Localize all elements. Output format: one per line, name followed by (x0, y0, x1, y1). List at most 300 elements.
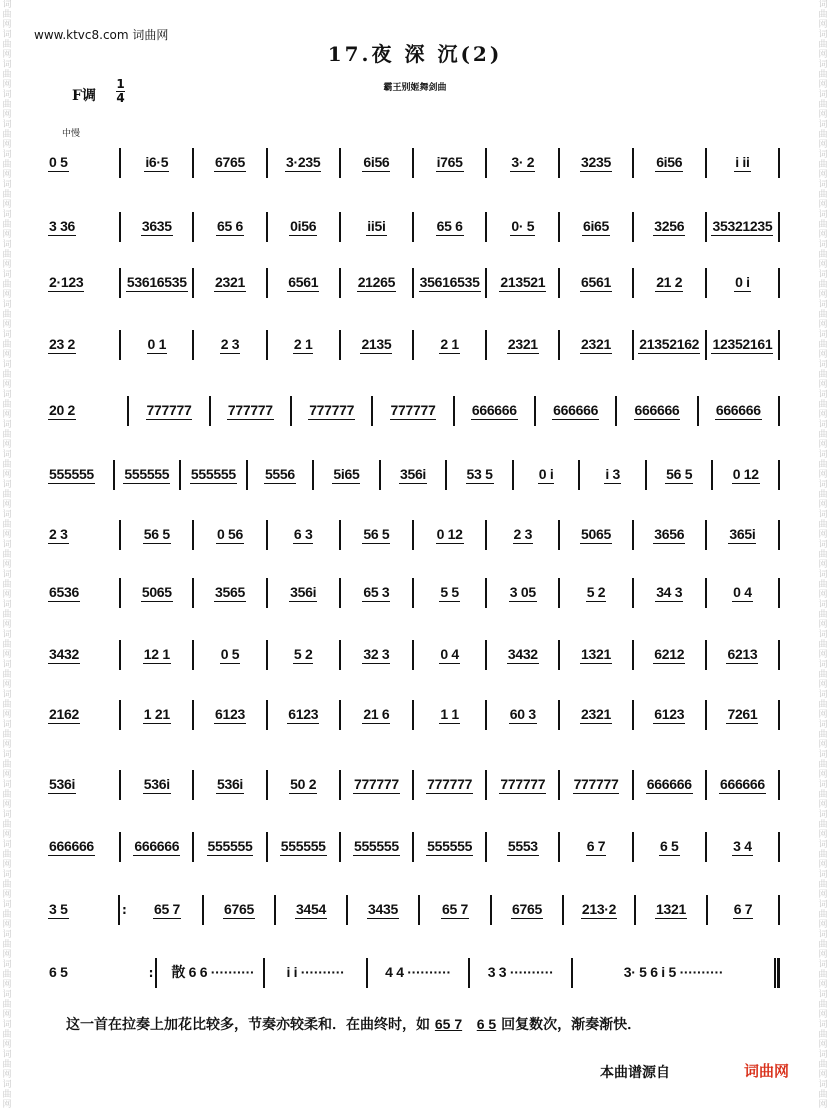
watermark-char: 曲 (818, 790, 828, 800)
measure (341, 585, 412, 602)
measure-notes: 0i56 (290, 217, 317, 234)
watermark-char: 词 (818, 0, 828, 10)
measure (617, 403, 696, 420)
score-line (44, 832, 780, 862)
watermark-char: 词 (2, 630, 12, 640)
score-subtitle: 霸王别姬舞剑曲 (383, 83, 447, 93)
measure (194, 585, 265, 602)
watermark-char: 词 (2, 660, 12, 670)
watermark-char: 曲 (2, 370, 12, 380)
watermark-char: 曲 (818, 160, 828, 170)
measure-notes: 6 5 (659, 837, 679, 854)
watermark-char: 网 (2, 650, 12, 660)
measure-notes: 6213 (727, 645, 758, 662)
score-line (44, 148, 780, 178)
measure-notes: 666666 (471, 401, 517, 418)
watermark-char: 曲 (2, 70, 12, 80)
measure (560, 155, 631, 172)
score-line (44, 700, 780, 730)
measure (487, 527, 558, 544)
watermark-char: 曲 (2, 430, 12, 440)
measure (194, 647, 265, 664)
measure (647, 467, 712, 484)
measure (707, 219, 778, 236)
measure (707, 275, 778, 292)
measure (634, 777, 705, 794)
watermark-char: 词 (818, 870, 828, 880)
measure-notes: 1 1 (440, 705, 459, 722)
measure (414, 219, 485, 236)
measure (194, 155, 265, 172)
measure-notes: 777777 (573, 775, 619, 792)
watermark-char: 曲 (818, 130, 828, 140)
watermark-char: 词 (818, 990, 828, 1000)
watermark-char: 曲 (818, 100, 828, 110)
measure (699, 403, 778, 420)
performance-note (66, 1014, 641, 1034)
watermark-char: 曲 (2, 910, 12, 920)
watermark-char: 网 (818, 410, 828, 420)
watermark-char: 词 (818, 540, 828, 550)
measure (487, 337, 558, 354)
measure (420, 902, 490, 919)
measure (560, 585, 631, 602)
measure (194, 337, 265, 354)
repeat-end-barline: : (149, 958, 163, 988)
measure (44, 527, 119, 544)
measure-notes: 555555 (427, 837, 473, 854)
measure-notes: 666666 (646, 775, 692, 792)
score-title: 17.夜 深 沉(2) (327, 42, 503, 66)
watermark-char: 网 (2, 860, 12, 870)
watermark-char: 网 (2, 440, 12, 450)
watermark-char: 曲 (2, 250, 12, 260)
measure (560, 527, 631, 544)
score-line (44, 958, 780, 988)
measure-notes: 7261 (727, 705, 758, 722)
measure-notes: 56 5 (666, 465, 693, 482)
measure-notes: 6123 (215, 705, 245, 722)
measure (44, 275, 119, 292)
measure-notes: 5 2 (586, 583, 606, 600)
measure (194, 839, 265, 856)
measure-notes: 666666 (634, 401, 680, 418)
measure-notes: 6123 (654, 705, 685, 722)
key-signature: F调 (72, 88, 96, 104)
measure (634, 647, 705, 664)
watermark-char: 曲 (818, 580, 828, 590)
measure-notes: 2 1 (440, 335, 459, 352)
watermark-char: 网 (2, 680, 12, 690)
watermark-char: 网 (818, 110, 828, 120)
watermark-char: 词 (818, 570, 828, 580)
measure-notes: i ii (735, 153, 750, 170)
watermark-char: 曲 (2, 460, 12, 470)
watermark-char: 词 (818, 210, 828, 220)
watermark-char: 词 (818, 750, 828, 760)
watermark-char: 词 (2, 90, 12, 100)
watermark-char: 词 (2, 600, 12, 610)
watermark-char: 网 (818, 860, 828, 870)
measure (564, 902, 634, 919)
site-logo[interactable]: 词曲网 (744, 1062, 790, 1080)
measure-notes: 53 5 (466, 465, 493, 482)
site-url[interactable]: www.ktvc8.com 词曲网 (34, 28, 169, 42)
measure (44, 337, 119, 354)
measure (455, 403, 534, 420)
watermark-char: 曲 (818, 640, 828, 650)
watermark-char: 词 (2, 360, 12, 370)
watermark-char: 网 (2, 980, 12, 990)
watermark-char: 网 (2, 710, 12, 720)
watermark-char: 网 (2, 320, 12, 330)
watermark-char: 词 (2, 390, 12, 400)
watermark-char: 网 (818, 890, 828, 900)
measure (368, 965, 469, 981)
measure (487, 585, 558, 602)
measure (163, 965, 264, 981)
measure (414, 155, 485, 172)
watermark-char: 词 (2, 120, 12, 130)
watermark-char: 网 (818, 950, 828, 960)
watermark-char: 网 (2, 470, 12, 480)
measure (194, 527, 265, 544)
measure (707, 647, 778, 664)
measure (129, 403, 208, 420)
watermark-char: 曲 (818, 520, 828, 530)
watermark-char: 词 (818, 1050, 828, 1060)
watermark-char: 网 (2, 50, 12, 60)
measure-notes: 12 1 (143, 645, 170, 662)
watermark-char: 网 (2, 500, 12, 510)
watermark-char: 词 (2, 450, 12, 460)
watermark-char: 词 (818, 120, 828, 130)
measure (341, 527, 412, 544)
measure-notes: 6765 (224, 900, 254, 917)
watermark-char: 网 (2, 350, 12, 360)
watermark-char: 网 (818, 350, 828, 360)
measure-notes: 555555 (207, 837, 253, 854)
score-line (44, 330, 780, 360)
measure (636, 902, 706, 919)
watermark-char: 网 (818, 1010, 828, 1020)
measure (204, 902, 274, 919)
watermark-char: 曲 (2, 700, 12, 710)
watermark-char: 曲 (2, 160, 12, 170)
watermark-char: 曲 (818, 730, 828, 740)
watermark-char: 曲 (818, 190, 828, 200)
measure-notes: 21 2 (656, 273, 683, 290)
watermark-char: 曲 (818, 850, 828, 860)
watermark-char: 曲 (818, 550, 828, 560)
measure-notes: 6 5 (49, 964, 68, 980)
time-signature (116, 78, 125, 105)
watermark-char: 词 (818, 780, 828, 790)
measure-notes: i 3 (605, 465, 620, 482)
watermark-char: 曲 (2, 220, 12, 230)
watermark-char: 网 (818, 500, 828, 510)
watermark-char: 词 (818, 630, 828, 640)
measure-notes: 0 i (735, 273, 750, 290)
measure (121, 275, 192, 292)
barline (778, 770, 780, 800)
measure (211, 403, 290, 420)
measure-notes: 536i (216, 775, 244, 792)
watermark-char: 词 (2, 1020, 12, 1030)
watermark-char: 词 (2, 480, 12, 490)
watermark-char: 网 (818, 230, 828, 240)
watermark-char: 网 (2, 800, 12, 810)
measure-notes: 777777 (353, 775, 399, 792)
measure (341, 275, 412, 292)
measure-notes: 20 2 (49, 401, 76, 418)
watermark-char: 网 (818, 170, 828, 180)
watermark-char: 词 (2, 240, 12, 250)
measure (268, 647, 339, 664)
watermark-char: 词 (2, 0, 12, 10)
measure-notes: 555555 (190, 465, 236, 482)
measure-notes: 35616535 (419, 273, 480, 290)
watermark-char: 词 (2, 780, 12, 790)
score-line (44, 640, 780, 670)
watermark-char: 网 (818, 830, 828, 840)
watermark-char: 曲 (2, 40, 12, 50)
watermark-char: 曲 (818, 1000, 828, 1010)
measure-notes: 666666 (134, 837, 180, 854)
watermark-char: 曲 (818, 220, 828, 230)
measure-notes: 1321 (581, 645, 611, 662)
watermark-char: 词 (2, 210, 12, 220)
measure-notes: 0 5 (220, 645, 240, 662)
watermark-char: 曲 (2, 790, 12, 800)
watermark-char: 网 (2, 260, 12, 270)
measure-notes: 0 56 (216, 525, 244, 542)
measure (121, 647, 192, 664)
watermark-char: 网 (2, 530, 12, 540)
measure (634, 155, 705, 172)
watermark-char: 网 (2, 140, 12, 150)
measure (634, 707, 705, 724)
measure (707, 337, 778, 354)
watermark-char: 曲 (2, 340, 12, 350)
watermark-char: 词 (2, 180, 12, 190)
measure (44, 839, 119, 856)
measure (560, 839, 631, 856)
watermark-char: 词 (2, 30, 12, 40)
measure-notes: 21 6 (363, 705, 390, 722)
score-line (44, 460, 780, 490)
measure-notes: 65 3 (363, 583, 390, 600)
measure (487, 839, 558, 856)
watermark-char: 词 (818, 690, 828, 700)
measure (707, 839, 778, 856)
measure-notes: 213521 (500, 273, 546, 290)
watermark-char: 网 (2, 290, 12, 300)
measure-notes: 34 3 (656, 583, 683, 600)
measure-notes: 2321 (581, 705, 611, 722)
measure-notes: 6561 (288, 273, 319, 290)
measure-notes: 356i (290, 583, 317, 600)
barline (778, 895, 780, 925)
watermark-char: 词 (2, 540, 12, 550)
measure-notes: 5i65 (333, 465, 360, 482)
measure-notes: 21352162 (639, 335, 700, 352)
barline (778, 640, 780, 670)
watermark-char: 词 (818, 1080, 828, 1090)
watermark-char: 网 (2, 560, 12, 570)
measure-notes: 3432 (507, 645, 538, 662)
measure-notes: 0 12 (436, 525, 463, 542)
watermark-char: 曲 (2, 640, 12, 650)
watermark-char: 词 (2, 420, 12, 430)
watermark-strip-right (816, 0, 830, 1109)
measure (292, 403, 371, 420)
measure-notes: 56 5 (363, 525, 390, 542)
barline (778, 578, 780, 608)
watermark-char: 词 (2, 870, 12, 880)
watermark-char: 词 (2, 330, 12, 340)
watermark-char: 曲 (2, 310, 12, 320)
measure (573, 965, 774, 981)
measure-notes: 4 4 ·········· (385, 964, 451, 980)
measure-notes: 56 5 (143, 525, 170, 542)
measure-notes: 6123 (288, 705, 319, 722)
measure-notes: 2 1 (293, 335, 313, 352)
watermark-char: 网 (818, 770, 828, 780)
measure (121, 585, 192, 602)
measure-notes: 50 2 (290, 775, 317, 792)
watermark-char: 网 (818, 290, 828, 300)
watermark-char: 词 (818, 390, 828, 400)
score-line (44, 520, 780, 550)
watermark-char: 曲 (2, 760, 12, 770)
measure-notes: 3454 (296, 900, 326, 917)
measure (560, 647, 631, 664)
measure (341, 337, 412, 354)
watermark-char: 词 (2, 840, 12, 850)
watermark-char: 曲 (2, 1090, 12, 1100)
measure-notes: 3 3 ·········· (487, 964, 554, 980)
barline (778, 700, 780, 730)
measure-notes: 65 6 (436, 217, 463, 234)
watermark-char: 曲 (2, 970, 12, 980)
score-line (44, 396, 780, 426)
measure-notes: 65 7 (153, 900, 181, 917)
measure-notes: 5556 (264, 465, 295, 482)
watermark-char: 曲 (818, 490, 828, 500)
measure-notes: 3·235 (286, 153, 321, 170)
watermark-char: 曲 (2, 1060, 12, 1070)
watermark-char: 网 (818, 80, 828, 90)
measure (268, 839, 339, 856)
barline (778, 268, 780, 298)
measure (341, 647, 412, 664)
watermark-char: 网 (2, 590, 12, 600)
watermark-char: 曲 (2, 730, 12, 740)
measure (514, 467, 579, 484)
measure-notes: 3635 (141, 217, 172, 234)
measure-notes: 555555 (353, 837, 399, 854)
measure-notes: 6 7 (586, 837, 606, 854)
measure (536, 403, 615, 420)
performance-note-text-after: 回复数次，渐奏渐快． (501, 1017, 642, 1033)
measure (341, 777, 412, 794)
measure-notes: 3435 (368, 900, 398, 917)
watermark-char: 网 (2, 950, 12, 960)
measure (44, 219, 119, 236)
measure-notes: 2321 (215, 273, 245, 290)
watermark-char: 词 (818, 150, 828, 160)
measure (121, 219, 192, 236)
measure (194, 707, 265, 724)
watermark-char: 网 (818, 590, 828, 600)
measure-notes: 1 21 (143, 705, 170, 722)
measure (44, 777, 119, 794)
watermark-char: 词 (818, 960, 828, 970)
barline (778, 832, 780, 862)
watermark-char: 词 (818, 1020, 828, 1030)
watermark-char: 曲 (818, 280, 828, 290)
watermark-char: 曲 (818, 700, 828, 710)
watermark-char: 词 (818, 240, 828, 250)
measure (268, 337, 339, 354)
measure (487, 219, 558, 236)
watermark-char: 网 (2, 410, 12, 420)
measure (121, 707, 192, 724)
watermark-char: 曲 (818, 340, 828, 350)
measure (194, 219, 265, 236)
measure (44, 707, 119, 724)
measure (268, 155, 339, 172)
measure (268, 527, 339, 544)
measure-notes: 2321 (507, 335, 538, 352)
measure-notes: 3235 (581, 153, 611, 170)
watermark-char: 曲 (2, 190, 12, 200)
measure (634, 337, 705, 354)
measure (487, 155, 558, 172)
measure-notes: 536i (49, 775, 76, 792)
watermark-char: 词 (818, 930, 828, 940)
score-line (44, 268, 780, 298)
watermark-char: 曲 (818, 910, 828, 920)
watermark-char: 网 (2, 1040, 12, 1050)
watermark-char: 曲 (2, 670, 12, 680)
watermark-char: 网 (818, 680, 828, 690)
measure (447, 467, 512, 484)
watermark-char: 网 (2, 770, 12, 780)
measure-notes: 6765 (512, 900, 542, 917)
measure (634, 275, 705, 292)
measure-notes: 6212 (654, 645, 685, 662)
measure-notes: 23 2 (49, 335, 76, 352)
watermark-char: 曲 (2, 550, 12, 560)
measure (708, 902, 778, 919)
measure-notes: 散 6 6 ·········· (171, 964, 255, 980)
measure-notes: 0 5 (49, 153, 68, 170)
score-line (44, 578, 780, 608)
watermark-char: 网 (818, 530, 828, 540)
watermark-char: 词 (2, 510, 12, 520)
measure (414, 647, 485, 664)
measure (634, 839, 705, 856)
measure-notes: 2162 (49, 705, 79, 722)
barline (778, 520, 780, 550)
watermark-char: 曲 (818, 460, 828, 470)
measure-notes: 5065 (581, 525, 611, 542)
watermark-char: 曲 (818, 760, 828, 770)
measure (414, 337, 485, 354)
measure-notes: 6i65 (582, 217, 610, 234)
